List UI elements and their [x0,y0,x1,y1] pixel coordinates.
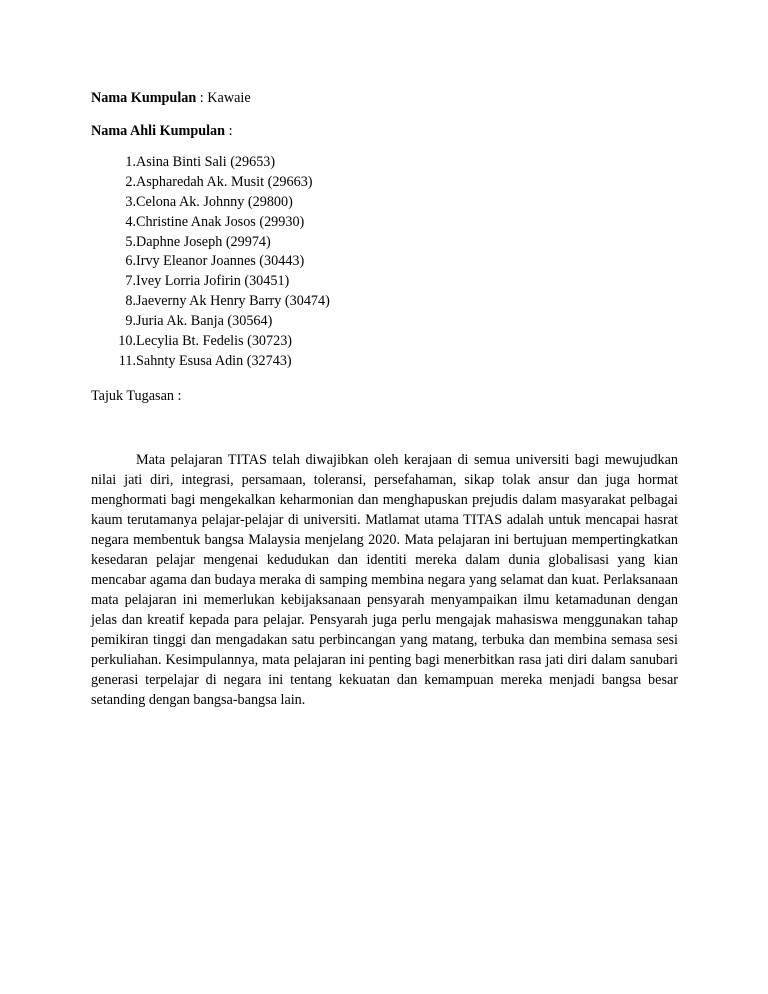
list-item-number: 4. [125,213,136,230]
members-heading-separator: : [225,123,233,139]
list-item [91,272,290,292]
assignment-title-label: Tajuk Tugasan : [91,388,182,404]
assignment-title-line [91,386,181,406]
list-item-number: 5. [125,233,136,250]
list-item-number: 2. [125,173,136,190]
list-item-name: Sahnty Esusa Adin (32743) [136,352,292,369]
list-item-name: Juria Ak. Banja (30564) [136,313,273,330]
list-item [91,153,276,173]
list-item [91,252,305,272]
list-item-name: Christine Anak Josos (29930) [136,213,305,230]
list-item [91,193,293,213]
list-item-number: 3. [125,193,136,210]
list-item [91,233,271,253]
members-heading-line [91,121,233,141]
list-item [91,173,313,193]
list-item-number: 1. [125,154,136,170]
list-item-number: 8. [125,293,136,310]
list-item-name: Ivey Lorria Jofirin (30451) [136,273,290,290]
list-item [91,332,293,352]
list-item-name: Jaeverny Ak Henry Barry (30474) [136,293,330,310]
list-item-name: Daphne Joseph (29974) [136,233,271,250]
members-list [91,153,330,372]
list-item-name: Lecylia Bt. Fedelis (30723) [136,333,293,350]
list-item-name: Celona Ak. Johnny (29800) [136,193,293,210]
list-item-number: 7. [125,273,136,290]
group-name-separator: : [196,90,208,106]
list-item-name: Aspharedah Ak. Musit (29663) [136,173,313,190]
group-name-label: Nama Kumpulan [91,90,197,106]
list-item [91,352,292,372]
list-item [91,213,305,233]
list-item [91,312,273,332]
group-name-value: Kawaie [207,90,251,106]
list-item-name: Irvy Eleanor Joannes (30443) [136,253,305,270]
list-item-name: Asina Binti Sali (29653) [136,154,276,170]
list-item-number: 6. [125,253,136,270]
list-item-number: 10. [118,333,136,350]
group-name-line [91,88,251,108]
list-item [91,292,330,312]
body-paragraph: Mata pelajaran TITAS telah diwajibkan oleh kerajaan di semua universiti bagi mewujudkan nilai jati diri, integrasi, persamaan, toleransi, persefahaman, sikap tolak ansur dan juga hormat menghormati bagi mengekalkan keharmonian dan menghapuskan prejudis dalam masyarakat pelbagai kaum terutamanya pelajar-pelajar di universiti. Matlamat utama TITAS adalah untuk mencapai hasrat negara membentuk bangsa Malaysia menjelang 2020. Mata pelajaran ini bertujuan mempertingkatkan kesedaran pelajar mengenai kedudukan dan identiti mereka dalam dunia globalisasi yang kian mencabar agama dan budaya meraka di samping membina negara yang selamat dan kuat. Perlaksanaan mata pelajaran ini memerlukan kebijaksanaan pensyarah menyampaikan ilmu ketamadunan dengan jelas dan kreatif kepada para pelajar. Pensyarah juga perlu mengajak mahasiswa menggunakan tahap pemikiran tinggi dan mengadakan satu perbincangan yang matang, terbuka dan membina semasa sesi perkuliahan. Kesimpulannya, mata pelajaran ini penting bagi menerbitkan rasa jati diri dalam sanubari generasi terpelajar di negara ini tentang kekuatan dan kemampuan mereka menjadi bangsa besar setanding dengan bangsa-bangsa lain. [91,452,678,708]
list-item-number: 11. [118,352,136,369]
list-item-number: 9. [125,313,136,330]
members-heading-label: Nama Ahli Kumpulan [91,123,226,139]
